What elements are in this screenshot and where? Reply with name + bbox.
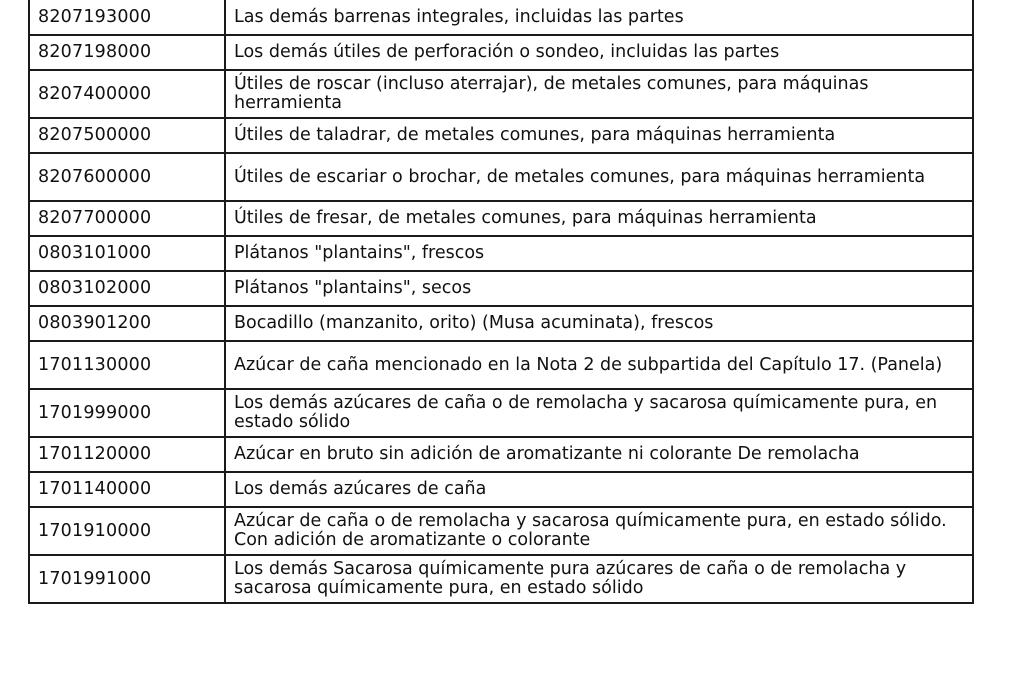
description-cell: Útiles de escariar o brochar, de metales comunes, para máquinas herramienta: [225, 153, 973, 201]
table-row: [29, 70, 973, 118]
description-cell: Azúcar de caña o de remolacha y sacarosa químicamente pura, en estado sólido. Con adición de aromatizante o colorante: [225, 507, 973, 555]
table-row: [29, 306, 973, 341]
table-row: [29, 153, 973, 201]
description-cell: Las demás barrenas integrales, incluidas las partes: [225, 0, 973, 35]
description-cell: Azúcar de caña mencionado en la Nota 2 de subpartida del Capítulo 17. (Panela): [225, 341, 973, 389]
table-row: [29, 35, 973, 70]
table-row: [29, 201, 973, 236]
description-cell: Los demás azúcares de caña: [225, 472, 973, 507]
table-row: [29, 555, 973, 603]
code-cell: 0803102000: [29, 271, 225, 306]
code-cell: 8207600000: [29, 153, 225, 201]
description-cell: Los demás útiles de perforación o sondeo, incluidas las partes: [225, 35, 973, 70]
table-row: [29, 472, 973, 507]
code-cell: 1701120000: [29, 437, 225, 472]
table-row: [29, 437, 973, 472]
table-row: [29, 271, 973, 306]
code-cell: 8207500000: [29, 118, 225, 153]
code-cell: 0803901200: [29, 306, 225, 341]
code-cell: 8207193000: [29, 0, 225, 35]
table-row: [29, 507, 973, 555]
code-cell: 1701910000: [29, 507, 225, 555]
code-cell: 8207198000: [29, 35, 225, 70]
description-cell: Plátanos "plantains", secos: [225, 271, 973, 306]
description-cell: Los demás azúcares de caña o de remolacha y sacarosa químicamente pura, en estado sólido: [225, 389, 973, 437]
code-cell: 8207700000: [29, 201, 225, 236]
table-row: [29, 118, 973, 153]
code-cell: 0803101000: [29, 236, 225, 271]
table-row: [29, 389, 973, 437]
description-cell: Plátanos "plantains", frescos: [225, 236, 973, 271]
description-cell: Útiles de roscar (incluso aterrajar), de metales comunes, para máquinas herramienta: [225, 70, 973, 118]
tariff-table: [28, 0, 974, 604]
description-cell: Útiles de fresar, de metales comunes, para máquinas herramienta: [225, 201, 973, 236]
description-cell: Útiles de taladrar, de metales comunes, para máquinas herramienta: [225, 118, 973, 153]
code-cell: 1701130000: [29, 341, 225, 389]
description-cell: Bocadillo (manzanito, orito) (Musa acuminata), frescos: [225, 306, 973, 341]
description-cell: Los demás Sacarosa químicamente pura azúcares de caña o de remolacha y sacarosa químicamente pura, en estado sólido: [225, 555, 973, 603]
code-cell: 1701991000: [29, 555, 225, 603]
code-cell: 8207400000: [29, 70, 225, 118]
table-row: [29, 0, 973, 35]
table-row: [29, 341, 973, 389]
description-cell: Azúcar en bruto sin adición de aromatizante ni colorante De remolacha: [225, 437, 973, 472]
table-row: [29, 236, 973, 271]
tariff-table-container: [28, 0, 974, 604]
code-cell: 1701140000: [29, 472, 225, 507]
code-cell: 1701999000: [29, 389, 225, 437]
